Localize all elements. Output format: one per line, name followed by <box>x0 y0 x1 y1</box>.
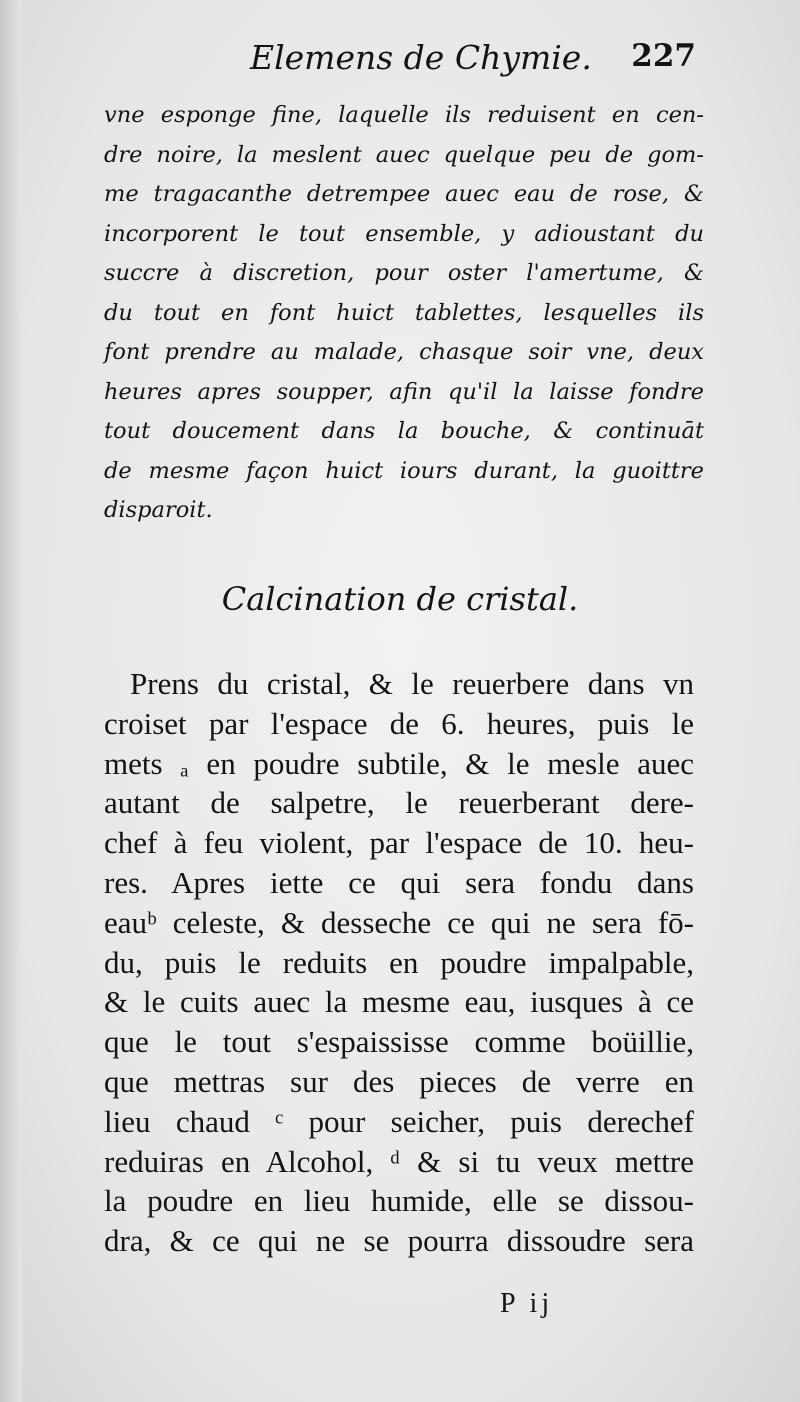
text-line: chef à feu violent, par l'espace de 10. heu- <box>104 825 694 861</box>
text-line: heures apres soupper, afin qu'il la laisse fondre <box>104 378 704 405</box>
text-line: dra, & ce qui ne se pourra dissoudre sera <box>104 1223 694 1259</box>
text-line: que le tout s'espaississe comme boüillie, <box>104 1024 694 1060</box>
text-line: que mettras sur des pieces de verre en <box>104 1063 694 1099</box>
text-line: croiset par l'espace de 6. heures, puis le <box>104 705 694 741</box>
text-line: me tragacanthe detrempee auec eau de rose, & <box>104 181 704 207</box>
continuation-paragraph <box>104 96 704 531</box>
text-line: eauᵇ celeste, & desseche ce qui ne sera fō- <box>104 904 694 940</box>
text-line: lieu chaud ᶜ pour seicher, puis derechef <box>104 1103 694 1139</box>
page-number: 227 <box>631 38 696 74</box>
text-line: du tout en font huict tablettes, lesquelles ils <box>104 299 704 326</box>
text-line: dre noire, la meslent auec quelque peu de gom- <box>104 141 704 168</box>
text-line: res. Apres iette ce qui sera fondu dans <box>104 864 694 900</box>
signature-mark: P ij <box>500 1288 554 1319</box>
text-line: Prens du cristal, & le reuerbere dans vn <box>130 666 694 701</box>
text-line: reduiras en Alcohol, ᵈ & si tu veux mettre <box>104 1143 694 1179</box>
text-line: & le cuits auec la mesme eau, iusques à ce <box>104 984 694 1020</box>
running-title: Elemens de Chymie. <box>250 38 592 77</box>
text-line: vne esponge fine, laquelle ils reduisent en cen- <box>104 102 704 128</box>
text-line: de mesme façon huict iours durant, la guoittre <box>104 457 704 484</box>
text-line: autant de salpetre, le reuerberant dere- <box>104 785 694 821</box>
section-heading: Calcination de cristal. <box>221 580 579 618</box>
text-line: succre à discretion, pour oster l'amertume, & <box>104 260 704 286</box>
section-paragraph <box>104 664 694 1261</box>
text-line: mets ₐ en poudre subtile, & le mesle auec <box>104 745 694 781</box>
text-line: du, puis le reduits en poudre impalpable, <box>104 944 694 980</box>
text-line: tout doucement dans la bouche, & continuāt <box>104 418 704 444</box>
text-line: incorporent le tout ensemble, y adioustant du <box>104 220 704 247</box>
running-header <box>250 38 720 88</box>
page-edge-shadow <box>0 0 22 1402</box>
text-line: font prendre au malade, chasque soir vne, deux <box>104 339 704 365</box>
text-line: la poudre en lieu humide, elle se dissou- <box>104 1183 694 1219</box>
text-line: disparoit. <box>104 497 213 523</box>
